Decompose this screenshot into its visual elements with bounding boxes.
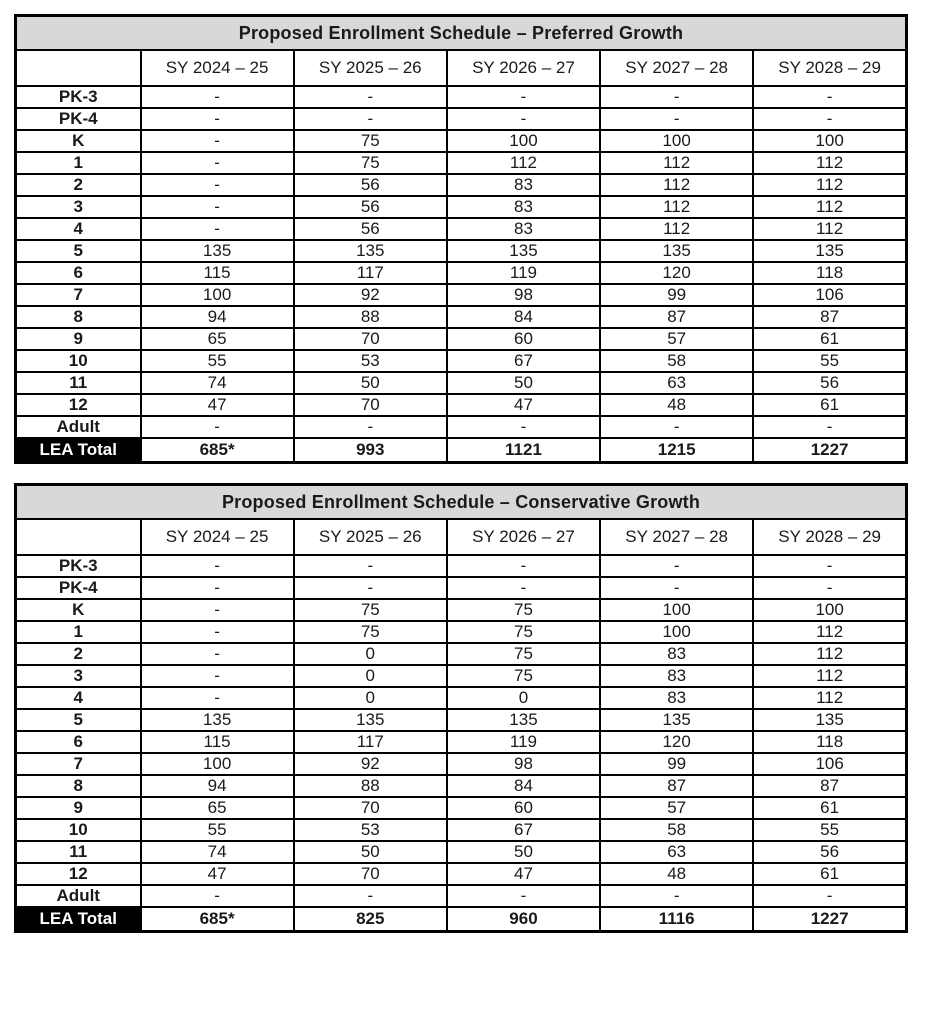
enrollment-value: - xyxy=(141,218,294,240)
row-label: Adult xyxy=(16,416,141,438)
table-row xyxy=(16,262,907,284)
row-label-header xyxy=(16,50,141,86)
enrollment-value: 55 xyxy=(141,819,294,841)
enrollment-value: - xyxy=(141,885,294,907)
table-row xyxy=(16,885,907,907)
enrollment-value: 47 xyxy=(141,863,294,885)
enrollment-value: - xyxy=(600,885,753,907)
enrollment-value: 99 xyxy=(600,284,753,306)
row-label: PK-3 xyxy=(16,86,141,108)
enrollment-value: 56 xyxy=(753,841,906,863)
table-title-row xyxy=(16,16,907,51)
table-row xyxy=(16,394,907,416)
enrollment-value: 56 xyxy=(294,196,447,218)
enrollment-value: 47 xyxy=(447,394,600,416)
total-value: 685* xyxy=(141,438,294,463)
enrollment-value: - xyxy=(141,687,294,709)
enrollment-value: 92 xyxy=(294,284,447,306)
column-header: SY 2025 – 26 xyxy=(294,50,447,86)
enrollment-value: 115 xyxy=(141,262,294,284)
enrollment-value: - xyxy=(141,621,294,643)
enrollment-value: 135 xyxy=(294,240,447,262)
table-row xyxy=(16,775,907,797)
enrollment-value: 0 xyxy=(294,665,447,687)
enrollment-value: 94 xyxy=(141,306,294,328)
enrollment-value: 50 xyxy=(294,841,447,863)
enrollment-value: 100 xyxy=(447,130,600,152)
enrollment-value: - xyxy=(141,665,294,687)
enrollment-value: 112 xyxy=(600,218,753,240)
enrollment-value: - xyxy=(141,416,294,438)
enrollment-value: 135 xyxy=(753,709,906,731)
table-row xyxy=(16,709,907,731)
enrollment-value: 119 xyxy=(447,262,600,284)
row-label: PK-3 xyxy=(16,555,141,577)
table-header-row xyxy=(16,519,907,555)
enrollment-value: - xyxy=(141,174,294,196)
table-row xyxy=(16,599,907,621)
enrollment-value: 48 xyxy=(600,394,753,416)
table-row xyxy=(16,753,907,775)
enrollment-value: - xyxy=(753,577,906,599)
enrollment-value: 50 xyxy=(294,372,447,394)
total-value: 685* xyxy=(141,907,294,932)
enrollment-value: 135 xyxy=(600,240,753,262)
enrollment-value: 112 xyxy=(753,196,906,218)
enrollment-value: 100 xyxy=(600,621,753,643)
enrollment-value: 99 xyxy=(600,753,753,775)
enrollment-value: 118 xyxy=(753,731,906,753)
enrollment-value: - xyxy=(141,196,294,218)
table-row xyxy=(16,797,907,819)
enrollment-value: 87 xyxy=(753,775,906,797)
enrollment-value: - xyxy=(753,885,906,907)
table-row xyxy=(16,577,907,599)
table-row xyxy=(16,621,907,643)
total-row-label: LEA Total xyxy=(16,907,141,932)
enrollment-value: 83 xyxy=(600,643,753,665)
enrollment-value: 56 xyxy=(753,372,906,394)
enrollment-value: 55 xyxy=(753,819,906,841)
enrollment-value: 53 xyxy=(294,819,447,841)
enrollment-value: 50 xyxy=(447,372,600,394)
row-label: 10 xyxy=(16,350,141,372)
enrollment-value: - xyxy=(447,86,600,108)
enrollment-value: - xyxy=(141,130,294,152)
enrollment-value: - xyxy=(753,108,906,130)
enrollment-value: 112 xyxy=(753,218,906,240)
enrollment-value: - xyxy=(294,577,447,599)
enrollment-value: 75 xyxy=(447,665,600,687)
enrollment-value: - xyxy=(294,555,447,577)
enrollment-value: - xyxy=(447,577,600,599)
row-label: 3 xyxy=(16,665,141,687)
enrollment-value: - xyxy=(753,86,906,108)
enrollment-value: 56 xyxy=(294,174,447,196)
enrollment-value: 112 xyxy=(753,665,906,687)
enrollment-value: 135 xyxy=(141,709,294,731)
enrollment-value: 94 xyxy=(141,775,294,797)
enrollment-value: - xyxy=(447,555,600,577)
row-label: 7 xyxy=(16,284,141,306)
enrollment-value: 0 xyxy=(294,687,447,709)
enrollment-value: 70 xyxy=(294,797,447,819)
enrollment-value: 100 xyxy=(753,599,906,621)
total-value: 1116 xyxy=(600,907,753,932)
row-label: 12 xyxy=(16,863,141,885)
enrollment-value: - xyxy=(447,108,600,130)
enrollment-value: 100 xyxy=(141,753,294,775)
table-title: Proposed Enrollment Schedule – Preferred Growth xyxy=(16,16,907,51)
enrollment-value: 75 xyxy=(294,621,447,643)
enrollment-value: 0 xyxy=(447,687,600,709)
enrollment-value: 61 xyxy=(753,328,906,350)
row-label: 12 xyxy=(16,394,141,416)
total-row xyxy=(16,907,907,932)
table-row xyxy=(16,152,907,174)
table-row xyxy=(16,86,907,108)
table-row xyxy=(16,130,907,152)
enrollment-value: 100 xyxy=(753,130,906,152)
column-header: SY 2026 – 27 xyxy=(447,519,600,555)
enrollment-value: 61 xyxy=(753,863,906,885)
enrollment-value: 84 xyxy=(447,306,600,328)
enrollment-value: 83 xyxy=(447,196,600,218)
enrollment-value: - xyxy=(600,577,753,599)
row-label: 8 xyxy=(16,306,141,328)
enrollment-value: - xyxy=(600,108,753,130)
row-label: 2 xyxy=(16,643,141,665)
enrollment-value: 75 xyxy=(294,152,447,174)
enrollment-value: 75 xyxy=(447,643,600,665)
enrollment-value: 92 xyxy=(294,753,447,775)
enrollment-value: 55 xyxy=(753,350,906,372)
enrollment-value: 53 xyxy=(294,350,447,372)
enrollment-value: 84 xyxy=(447,775,600,797)
enrollment-value: - xyxy=(141,86,294,108)
row-label: 6 xyxy=(16,731,141,753)
enrollment-value: - xyxy=(294,416,447,438)
row-label: 5 xyxy=(16,240,141,262)
total-row-label: LEA Total xyxy=(16,438,141,463)
table-row xyxy=(16,196,907,218)
enrollment-value: 83 xyxy=(447,174,600,196)
table-row xyxy=(16,863,907,885)
enrollment-value: 70 xyxy=(294,863,447,885)
enrollment-value: 61 xyxy=(753,394,906,416)
enrollment-value: 47 xyxy=(447,863,600,885)
enrollment-value: 100 xyxy=(141,284,294,306)
column-header: SY 2024 – 25 xyxy=(141,50,294,86)
enrollment-value: 58 xyxy=(600,350,753,372)
table-row xyxy=(16,350,907,372)
enrollment-value: 112 xyxy=(753,152,906,174)
enrollment-value: - xyxy=(141,599,294,621)
enrollment-value: 70 xyxy=(294,394,447,416)
enrollment-value: 106 xyxy=(753,753,906,775)
table-header-row xyxy=(16,50,907,86)
enrollment-value: 60 xyxy=(447,797,600,819)
enrollment-value: 50 xyxy=(447,841,600,863)
row-label: 8 xyxy=(16,775,141,797)
enrollment-value: 117 xyxy=(294,262,447,284)
enrollment-value: - xyxy=(753,416,906,438)
enrollment-value: - xyxy=(600,86,753,108)
enrollment-value: 112 xyxy=(753,643,906,665)
enrollment-value: - xyxy=(294,108,447,130)
enrollment-value: 61 xyxy=(753,797,906,819)
enrollment-value: 119 xyxy=(447,731,600,753)
enrollment-value: 135 xyxy=(294,709,447,731)
enrollment-value: - xyxy=(294,885,447,907)
enrollment-value: 75 xyxy=(294,599,447,621)
total-value: 960 xyxy=(447,907,600,932)
table-row xyxy=(16,731,907,753)
table-row xyxy=(16,841,907,863)
enrollment-value: - xyxy=(141,108,294,130)
enrollment-value: - xyxy=(141,643,294,665)
enrollment-value: 118 xyxy=(753,262,906,284)
enrollment-value: 67 xyxy=(447,819,600,841)
enrollment-value: - xyxy=(600,416,753,438)
enrollment-value: 74 xyxy=(141,841,294,863)
row-label-header xyxy=(16,519,141,555)
row-label: 6 xyxy=(16,262,141,284)
column-header: SY 2024 – 25 xyxy=(141,519,294,555)
table-row xyxy=(16,555,907,577)
enrollment-value: 55 xyxy=(141,350,294,372)
enrollment-table-preferred-growth xyxy=(14,14,908,464)
enrollment-value: 100 xyxy=(600,130,753,152)
enrollment-value: - xyxy=(141,577,294,599)
table-row xyxy=(16,218,907,240)
enrollment-value: - xyxy=(447,885,600,907)
table-title: Proposed Enrollment Schedule – Conservative Growth xyxy=(16,485,907,520)
table-row xyxy=(16,819,907,841)
total-value: 825 xyxy=(294,907,447,932)
enrollment-value: 135 xyxy=(141,240,294,262)
row-label: 4 xyxy=(16,218,141,240)
table-row xyxy=(16,665,907,687)
enrollment-value: 57 xyxy=(600,797,753,819)
table-row xyxy=(16,108,907,130)
enrollment-value: 63 xyxy=(600,841,753,863)
enrollment-table-conservative-growth xyxy=(14,483,908,933)
row-label: 9 xyxy=(16,797,141,819)
enrollment-value: 112 xyxy=(600,196,753,218)
enrollment-value: 87 xyxy=(753,306,906,328)
row-label: PK-4 xyxy=(16,108,141,130)
enrollment-value: 87 xyxy=(600,306,753,328)
row-label: 1 xyxy=(16,152,141,174)
table-row xyxy=(16,372,907,394)
enrollment-value: 135 xyxy=(447,709,600,731)
row-label: K xyxy=(16,599,141,621)
enrollment-value: 70 xyxy=(294,328,447,350)
row-label: Adult xyxy=(16,885,141,907)
enrollment-value: 117 xyxy=(294,731,447,753)
row-label: 3 xyxy=(16,196,141,218)
row-label: PK-4 xyxy=(16,577,141,599)
row-label: 5 xyxy=(16,709,141,731)
row-label: 4 xyxy=(16,687,141,709)
enrollment-value: 112 xyxy=(753,174,906,196)
enrollment-value: 48 xyxy=(600,863,753,885)
enrollment-value: 83 xyxy=(600,687,753,709)
total-value: 1227 xyxy=(753,438,906,463)
enrollment-value: 120 xyxy=(600,731,753,753)
enrollment-value: 65 xyxy=(141,797,294,819)
enrollment-value: - xyxy=(141,555,294,577)
enrollment-value: 88 xyxy=(294,306,447,328)
enrollment-value: 67 xyxy=(447,350,600,372)
enrollment-value: 58 xyxy=(600,819,753,841)
enrollment-value: 135 xyxy=(447,240,600,262)
enrollment-value: 74 xyxy=(141,372,294,394)
enrollment-value: 98 xyxy=(447,284,600,306)
enrollment-value: 115 xyxy=(141,731,294,753)
row-label: K xyxy=(16,130,141,152)
row-label: 1 xyxy=(16,621,141,643)
enrollment-value: 47 xyxy=(141,394,294,416)
column-header: SY 2027 – 28 xyxy=(600,50,753,86)
column-header: SY 2028 – 29 xyxy=(753,50,906,86)
enrollment-value: 0 xyxy=(294,643,447,665)
row-label: 11 xyxy=(16,841,141,863)
enrollment-value: - xyxy=(753,555,906,577)
enrollment-value: 112 xyxy=(600,174,753,196)
total-value: 1227 xyxy=(753,907,906,932)
total-row xyxy=(16,438,907,463)
enrollment-value: 135 xyxy=(753,240,906,262)
enrollment-value: 75 xyxy=(447,621,600,643)
enrollment-value: 60 xyxy=(447,328,600,350)
enrollment-value: - xyxy=(600,555,753,577)
enrollment-value: 57 xyxy=(600,328,753,350)
enrollment-value: 75 xyxy=(294,130,447,152)
row-label: 10 xyxy=(16,819,141,841)
table-row xyxy=(16,284,907,306)
enrollment-value: 98 xyxy=(447,753,600,775)
table-row xyxy=(16,643,907,665)
column-header: SY 2025 – 26 xyxy=(294,519,447,555)
enrollment-value: - xyxy=(447,416,600,438)
row-label: 11 xyxy=(16,372,141,394)
enrollment-value: 120 xyxy=(600,262,753,284)
table-row xyxy=(16,240,907,262)
enrollment-value: 100 xyxy=(600,599,753,621)
row-label: 9 xyxy=(16,328,141,350)
enrollment-value: 83 xyxy=(447,218,600,240)
column-header: SY 2028 – 29 xyxy=(753,519,906,555)
total-value: 1121 xyxy=(447,438,600,463)
enrollment-value: 88 xyxy=(294,775,447,797)
enrollment-value: 112 xyxy=(600,152,753,174)
enrollment-value: 75 xyxy=(447,599,600,621)
table-row xyxy=(16,687,907,709)
enrollment-value: 135 xyxy=(600,709,753,731)
enrollment-value: - xyxy=(141,152,294,174)
enrollment-value: 112 xyxy=(753,687,906,709)
enrollment-value: 65 xyxy=(141,328,294,350)
enrollment-value: 87 xyxy=(600,775,753,797)
enrollment-value: 112 xyxy=(753,621,906,643)
table-row xyxy=(16,306,907,328)
row-label: 7 xyxy=(16,753,141,775)
enrollment-value: 83 xyxy=(600,665,753,687)
table-row xyxy=(16,174,907,196)
column-header: SY 2026 – 27 xyxy=(447,50,600,86)
enrollment-value: - xyxy=(294,86,447,108)
row-label: 2 xyxy=(16,174,141,196)
enrollment-value: 56 xyxy=(294,218,447,240)
total-value: 1215 xyxy=(600,438,753,463)
table-row xyxy=(16,328,907,350)
enrollment-value: 106 xyxy=(753,284,906,306)
table-title-row xyxy=(16,485,907,520)
enrollment-value: 112 xyxy=(447,152,600,174)
column-header: SY 2027 – 28 xyxy=(600,519,753,555)
total-value: 993 xyxy=(294,438,447,463)
enrollment-value: 63 xyxy=(600,372,753,394)
table-row xyxy=(16,416,907,438)
